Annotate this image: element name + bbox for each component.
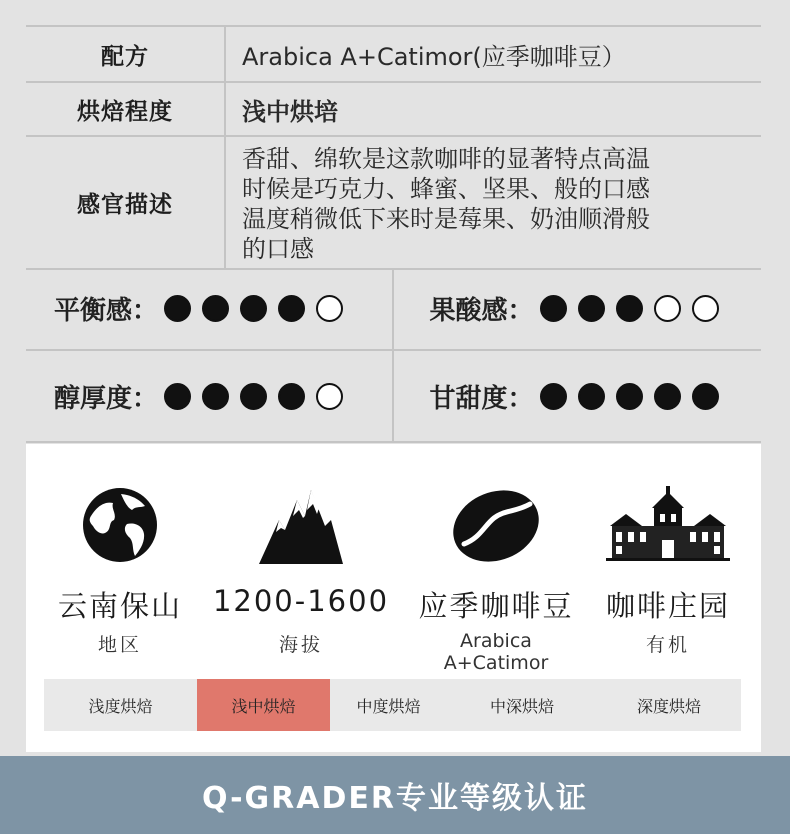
sensory-line: 时候是巧克力、蜂蜜、坚果、般的口感: [242, 174, 650, 203]
rating-dot-filled: [164, 383, 191, 410]
feature-subtitle: 有机: [645, 634, 690, 656]
rating-dot-filled: [540, 295, 567, 322]
sensory-line: 的口感: [242, 234, 314, 263]
spec-label: 感官描述: [26, 137, 226, 268]
rating-label: 甘甜度：: [429, 383, 534, 414]
feature-title: 咖啡庄园: [605, 589, 730, 623]
feature-title: 应季咖啡豆: [418, 589, 574, 623]
spec-table: [26, 25, 761, 270]
spec-label: 烘焙程度: [26, 83, 226, 135]
rating-dot-filled: [278, 383, 305, 410]
rating-dot-filled: [616, 383, 643, 410]
coffee-bean-icon: [450, 486, 542, 566]
rating-dot-filled: [578, 383, 605, 410]
rating-dot-filled: [278, 295, 305, 322]
rating-dots: [164, 295, 343, 322]
spec-row-sensory: [26, 137, 761, 270]
rating-dots: [540, 295, 719, 322]
rating-dot-filled: [692, 383, 719, 410]
rating-dot-empty: [692, 295, 719, 322]
rating-dot-filled: [654, 383, 681, 410]
rating-dot-filled: [540, 383, 567, 410]
rating-dot-filled: [240, 295, 267, 322]
rating-dots: [164, 383, 343, 410]
rating-sweetness: [394, 351, 762, 441]
rating-dot-filled: [240, 383, 267, 410]
sensory-description: [226, 137, 761, 268]
spec-value: Arabica A+Catimor(应季咖啡豆）: [242, 42, 626, 71]
spec-value: 浅中烘培: [242, 97, 338, 126]
sensory-line: 香甜、绵软是这款咖啡的显著特点高温: [242, 144, 650, 173]
rating-dot-empty: [654, 295, 681, 322]
rating-dot-filled: [202, 295, 229, 322]
feature-title: 云南保山: [57, 589, 182, 623]
rating-acidity: [394, 268, 762, 349]
rating-balance: [26, 268, 394, 349]
rating-dot-filled: [616, 295, 643, 322]
spec-row-formula: [26, 25, 761, 83]
spec-row-roast: [26, 83, 761, 137]
flavor-ratings: [26, 268, 761, 443]
rating-label: 果酸感：: [429, 296, 534, 326]
rating-dots: [540, 383, 719, 410]
rating-label: 平衡感：: [54, 296, 159, 326]
rating-dot-filled: [164, 295, 191, 322]
roast-tab-light-medium[interactable]: 浅中烘焙: [197, 679, 330, 731]
rating-body: [26, 351, 394, 441]
roast-tab-light[interactable]: 浅度烘焙: [88, 696, 153, 716]
spec-label: 配方: [26, 27, 226, 81]
rating-label: 醇厚度：: [54, 383, 159, 414]
rating-dot-empty: [316, 295, 343, 322]
feature-subtitle: 地区: [97, 634, 142, 656]
globe-icon: [81, 486, 159, 564]
sensory-line: 温度稍微低下来时是莓果、奶油顺滑般: [242, 204, 650, 233]
rating-row: [26, 351, 761, 443]
feature-title: 1200-1600: [212, 584, 390, 618]
feature-subtitle: 海拔: [278, 634, 323, 656]
roast-tab-medium-dark[interactable]: 中深烘焙: [489, 696, 554, 716]
rating-dot-filled: [578, 295, 605, 322]
roast-tab-medium[interactable]: 中度烘焙: [356, 696, 421, 716]
rating-row: [26, 268, 761, 351]
certification-banner: [0, 756, 790, 834]
roast-tab-dark[interactable]: 深度烘焙: [636, 696, 701, 716]
rating-dot-empty: [316, 383, 343, 410]
rating-dot-filled: [202, 383, 229, 410]
feature-subtitle: Arabica A+Catimor: [443, 630, 549, 674]
mountain-icon: [257, 486, 345, 566]
manor-icon: [606, 486, 730, 568]
banner-text: Q-GRADER专业等级认证: [202, 781, 588, 816]
roast-level-bar: [44, 679, 741, 731]
